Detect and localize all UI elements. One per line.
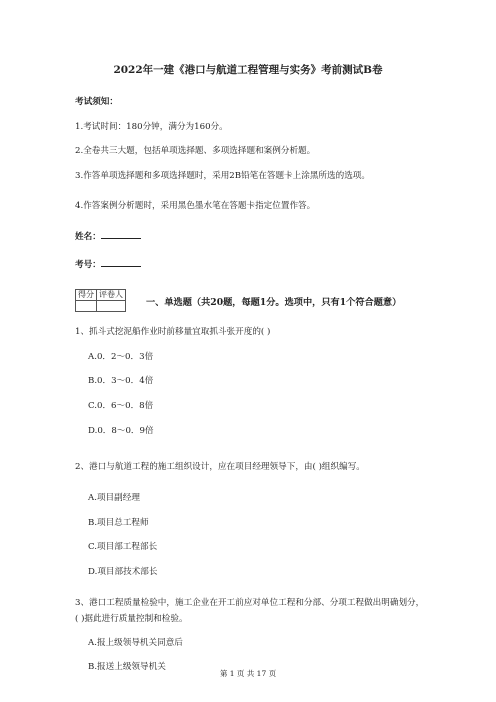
document-title: 2022年一建《港口与航道工程管理与实务》考前测试B卷	[113, 64, 383, 76]
question-option: A.项目副经理	[88, 493, 140, 503]
grader-col-label: 评卷人	[97, 290, 126, 301]
question-option: A.报上级领导机关同意后	[88, 638, 183, 648]
exam-no-field	[75, 257, 141, 271]
name-field	[75, 229, 141, 243]
grader-cell	[97, 301, 126, 312]
section-title: 一、单选题（共20题，每题1分。选项中，只有1个符合题意）	[146, 297, 402, 308]
exam-no-label: 考号：	[75, 260, 101, 270]
notice-item: 4.作答案例分析题时，采用黑色墨水笔在答题卡指定位置作答。	[75, 201, 316, 211]
notice-item: 2.全卷共三大题，包括单项选择题、多项选择题和案例分析题。	[75, 146, 316, 156]
question-stem-line: 3、港口工程质量检验中，施工企业在开工前应对单位工程和分部、分项工程做出明确划分，	[75, 598, 425, 608]
question-option: A.0．2～0．3倍	[88, 352, 154, 362]
question-option: B.报送上级领导机关	[88, 662, 166, 672]
notice-heading: 考试须知：	[75, 97, 118, 107]
question-option: B.项目总工程师	[88, 518, 149, 528]
name-label: 姓名：	[75, 232, 101, 242]
score-cell	[76, 301, 97, 312]
question-stem: 1、抓斗式挖泥船作业时前移量宜取抓斗张开度的( )	[75, 327, 271, 337]
exam-no-blank	[101, 257, 141, 267]
question-option: D.项目部技术部长	[88, 567, 158, 577]
question-option: C.项目部工程部长	[88, 542, 158, 552]
question-stem-line: ( )据此进行质量控制和检验。	[75, 614, 188, 624]
page-footer: 第 1 页 共 17 页	[219, 669, 277, 678]
notice-item: 1.考试时间：180分钟，满分为160分。	[75, 122, 228, 132]
score-col-label: 得分	[76, 290, 97, 301]
notice-item: 3.作答单项选择题和多项选择题时，采用2B铅笔在答题卡上涂黑所选的选项。	[75, 171, 370, 181]
score-table	[75, 289, 126, 312]
question-option: B.0．3～0．4倍	[88, 376, 154, 386]
question-option: D.0．8～0．9倍	[88, 426, 154, 436]
name-blank	[101, 229, 141, 239]
question-option: C.0．6～0．8倍	[88, 401, 154, 411]
question-stem: 2、港口与航道工程的施工组织设计，应在项目经理领导下，由( )组织编写。	[75, 462, 365, 472]
